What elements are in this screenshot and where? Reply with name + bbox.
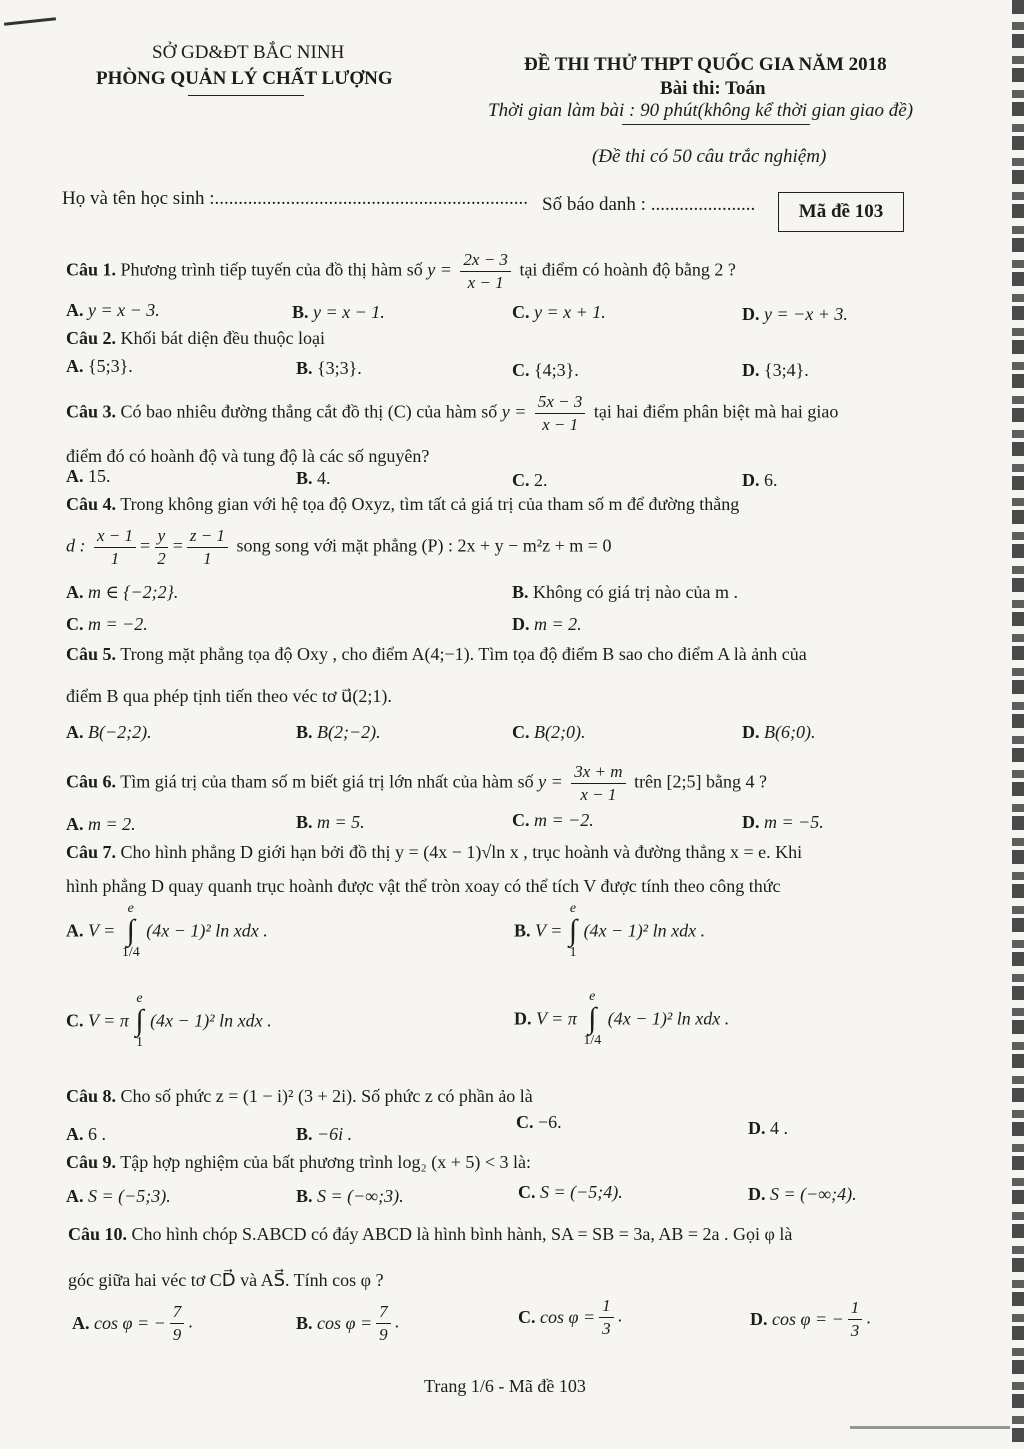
- q1-den: x − 1: [467, 273, 504, 292]
- questions-q10-C-pre: cos φ =: [540, 1307, 596, 1327]
- questions-q1-D: D.: [742, 304, 760, 324]
- questions-q6-C-val: m = −2.: [534, 810, 594, 830]
- q3-fraction: [535, 392, 586, 435]
- questions-q2-B-val: {3;3}.: [317, 358, 362, 378]
- questions-q7-D-upper: e: [589, 989, 596, 1004]
- questions-q3-A-val: 15.: [88, 466, 111, 486]
- q7-option-d: [514, 990, 729, 1048]
- q3-option-b: [296, 468, 331, 489]
- questions-q4-text-a: Trong không gian với hệ tọa độ Oxyz, tìm tất cả giá trị của tham số m để đường thẳng: [120, 494, 740, 514]
- exam-time: Thời gian làm bài : 90 phút(không kể thời gian giao đề): [488, 100, 914, 121]
- questions-q10-B: B.: [296, 1313, 313, 1333]
- questions-q2-label: Câu 2.: [66, 328, 117, 348]
- questions-q8-C-val: −6.: [538, 1112, 562, 1132]
- questions-q1-D-val: y = −x + 3.: [764, 304, 848, 324]
- q6-option-b: [296, 812, 365, 833]
- questions-q4-d-label: d :: [66, 535, 86, 556]
- questions-q6-num: 3x + m: [571, 762, 625, 784]
- questions-q5-A: A.: [66, 722, 84, 742]
- questions-q6-A-val: m = 2.: [88, 814, 136, 834]
- questions-q8-A-val: 6 .: [88, 1124, 106, 1144]
- q7-option-b: [514, 902, 705, 960]
- questions-q6-A: A.: [66, 814, 84, 834]
- questions-q4-label: Câu 4.: [66, 494, 117, 514]
- exam-code-box: Mã đề 103: [778, 192, 904, 232]
- questions-q1-B-val: y = x − 1.: [313, 302, 385, 322]
- header-dept: SỞ GD&ĐT BẮC NINH: [152, 42, 345, 63]
- q1-num: 2x − 3: [460, 250, 511, 272]
- question-5: [66, 642, 807, 666]
- header-underline: [188, 95, 304, 96]
- q7-option-c: [66, 992, 272, 1050]
- question-10-cont: góc giữa hai véc tơ CD⃗ và AS⃗. Tính cos φ ?: [68, 1270, 384, 1290]
- questions-q8-label: Câu 8.: [66, 1086, 117, 1106]
- questions-q7-C-body: (4x − 1)² ln xdx .: [150, 1010, 272, 1031]
- questions-q10-C-num: 1: [599, 1296, 614, 1318]
- q8-option-b: [296, 1124, 352, 1145]
- questions-q6-text-a: Tìm giá trị của tham số m biết giá trị lớn nhất của hàm số: [120, 771, 534, 792]
- questions-q5-B: B.: [296, 722, 313, 742]
- questions-q10-D: D.: [750, 1309, 768, 1329]
- questions-q7-C-lower: 1: [135, 1035, 143, 1050]
- questions-q9-A: A.: [66, 1186, 84, 1206]
- questions-q10-D-pre: cos φ = −: [772, 1309, 844, 1329]
- q9-option-c: [518, 1182, 623, 1203]
- questions-q4-f2-num: y: [155, 526, 169, 548]
- questions-q1-C: C.: [512, 302, 530, 322]
- questions-q1-B: B.: [292, 302, 309, 322]
- questions-q1-A-val: y = x − 3.: [88, 300, 160, 320]
- header-office: PHÒNG QUẢN LÝ CHẤT LƯỢNG: [96, 68, 393, 89]
- q1-fraction: [460, 250, 511, 293]
- questions-q7-A-lower: 1/4: [121, 945, 140, 960]
- q10-option-c: C. cos φ = $\frac{1}{3}$ .: [518, 1296, 623, 1338]
- questions-q9-A-val: S = (−5;3).: [88, 1186, 171, 1206]
- questions-q7-text-a: Cho hình phẳng D giới hạn bởi đồ thị y = (4x − 1)√ln x , trục hoành và đường thẳng x = e. Khi: [120, 842, 803, 862]
- questions-q9-C-val: S = (−5;4).: [540, 1182, 623, 1202]
- questions-q7-B-upper: e: [569, 901, 577, 916]
- question-3-cont: điểm đó có hoành độ và tung độ là các số nguyên?: [66, 446, 430, 466]
- questions-q4-C-val: m = −2.: [88, 614, 148, 634]
- q1-y-eq: y =: [427, 259, 452, 280]
- scan-bottom-mark: [850, 1426, 1010, 1429]
- q10-option-d: D. cos φ = − $\frac{1}{3}$ .: [750, 1298, 871, 1340]
- question-8: [66, 1084, 533, 1108]
- questions-q7-A-pre: V =: [88, 920, 116, 941]
- questions-q7-D-body: (4x − 1)² ln xdx .: [607, 1008, 730, 1029]
- q2-option-b: [296, 358, 362, 379]
- questions-q9-text: Tập hợp nghiệm của bất phương trình log₂ (x + 5) < 3 là:: [120, 1152, 531, 1172]
- questions-q4-f1-num: x − 1: [94, 526, 136, 548]
- questions-q3-C-val: 2.: [534, 470, 548, 490]
- questions-q7-B-body: (4x − 1)² ln xdx .: [583, 920, 706, 941]
- questions-q8-B: B.: [296, 1124, 313, 1144]
- q6-option-d: [742, 812, 824, 833]
- questions-q2-C-val: {4;3}.: [534, 360, 579, 380]
- q5-option-a: [66, 722, 152, 743]
- q1-text: Phương trình tiếp tuyến của đồ thị hàm số: [120, 259, 423, 280]
- questions-q9-B-val: S = (−∞;3).: [317, 1186, 404, 1206]
- questions-q3-D-val: 6.: [764, 470, 778, 490]
- questions-q3-text-a: Có bao nhiêu đường thẳng cắt đồ thị (C) của hàm số: [120, 401, 498, 422]
- questions-q9-D: D.: [748, 1184, 766, 1204]
- scan-mark: [4, 17, 56, 25]
- questions-q2-A: A.: [66, 356, 84, 376]
- q1-option-b: [292, 302, 385, 323]
- questions-q7-D-pre: V = π: [536, 1008, 577, 1029]
- q4-option-d: [512, 614, 582, 635]
- q2-option-d: [742, 360, 809, 381]
- questions-q5-C-val: B(2;0).: [534, 722, 586, 742]
- questions-q10-B-den: 9: [379, 1325, 388, 1344]
- questions-q2-A-val: {5;3}.: [88, 356, 133, 376]
- question-7: [66, 840, 802, 864]
- questions-q5-A-val: B(−2;2).: [88, 722, 152, 742]
- question-1: [66, 250, 736, 293]
- questions-q10-A-num: 7: [170, 1302, 185, 1324]
- q4-option-a: [66, 582, 178, 603]
- questions-q7-B: B.: [514, 920, 531, 941]
- q10-option-b: B. cos φ = $\frac{7}{9}$ .: [296, 1302, 400, 1344]
- questions-q6-C: C.: [512, 810, 530, 830]
- q3-option-a: [66, 466, 111, 487]
- question-7-cont: hình phẳng D quay quanh trục hoành được vật thể tròn xoay có thể tích V được tính theo công thức: [66, 876, 781, 896]
- questions-q6-D-val: m = −5.: [764, 812, 824, 832]
- q4-option-c: [66, 614, 148, 635]
- exam-note: (Đề thi có 50 câu trắc nghiệm): [592, 146, 827, 167]
- q6-option-c: [512, 810, 594, 831]
- questions-q4-C: C.: [66, 614, 84, 634]
- questions-q8-D-val: 4 .: [770, 1118, 788, 1138]
- question-6: [66, 762, 767, 805]
- questions-q10-D-den: 3: [850, 1321, 860, 1340]
- questions-q4-f1-den: 1: [110, 549, 120, 568]
- questions-q7-A-body: (4x − 1)² ln xdx .: [146, 920, 268, 941]
- questions-q10-B-pre: cos φ =: [317, 1313, 373, 1333]
- questions-q3-A: A.: [66, 466, 84, 486]
- questions-q3-y-eq: y =: [501, 401, 527, 422]
- q1-label: Câu 1.: [66, 259, 117, 280]
- q9-option-a: [66, 1186, 171, 1207]
- q8-option-d: [748, 1118, 788, 1139]
- questions-q6-B-val: m = 5.: [317, 812, 365, 832]
- q9-option-d: [748, 1184, 857, 1205]
- questions-q7-B-lower: 1: [569, 945, 577, 960]
- questions-q3-text-b: tại hai điểm phân biệt mà hai giao: [593, 401, 839, 422]
- questions-q7-C-upper: e: [136, 991, 143, 1006]
- questions-q3-label: Câu 3.: [66, 401, 117, 422]
- q7-b-integral: e ∫ 1: [568, 901, 578, 960]
- questions-q5-C: C.: [512, 722, 530, 742]
- q7-a-integral: e ∫ 1/4: [121, 901, 140, 960]
- questions-q4-B-val: Không có giá trị nào của m .: [533, 582, 738, 602]
- q2-option-c: [512, 360, 579, 381]
- questions-q10-label: Câu 10.: [68, 1224, 128, 1244]
- q8-option-c: [516, 1112, 562, 1133]
- questions-q8-A: A.: [66, 1124, 84, 1144]
- q3-option-c: [512, 470, 548, 491]
- q8-option-a: [66, 1124, 106, 1145]
- questions-q8-C: C.: [516, 1112, 534, 1132]
- questions-q7-C-pre: V = π: [88, 1010, 129, 1031]
- questions-q7-A-upper: e: [127, 901, 134, 916]
- questions-q2-text: Khối bát diện đều thuộc loại: [120, 328, 325, 348]
- questions-q5-B-val: B(2;−2).: [317, 722, 381, 742]
- q6-fraction: [571, 762, 625, 805]
- questions-q10-B-num: 7: [376, 1302, 391, 1324]
- q1-option-a: [66, 300, 160, 321]
- questions-q10-A: A.: [72, 1313, 90, 1333]
- q10-option-a: A. cos φ = − $\frac{7}{9}$ .: [72, 1302, 193, 1344]
- questions-q2-C: C.: [512, 360, 530, 380]
- q7-option-a: [66, 902, 268, 960]
- questions-q4-A-val: m ∈ {−2;2}.: [88, 582, 179, 602]
- questions-q7-A: A.: [66, 920, 84, 941]
- question-9: [66, 1150, 531, 1174]
- questions-q6-text-b: trên [2;5] bằng 4 ?: [634, 771, 768, 792]
- student-name-field: Họ và tên học sinh :..................................................................: [62, 188, 529, 209]
- question-2: [66, 326, 325, 350]
- questions-q4-f3-num: z − 1: [187, 526, 228, 548]
- questions-q10-D-num: 1: [848, 1298, 863, 1320]
- questions-q8-B-val: −6i .: [317, 1124, 353, 1144]
- q5-option-b: [296, 722, 381, 743]
- questions-q5-text-a: Trong mặt phẳng tọa độ Oxy , cho điểm A(4;−1). Tìm tọa độ điểm B sao cho điểm A là ảnh của: [120, 644, 807, 664]
- questions-q10-C-den: 3: [602, 1319, 611, 1338]
- questions-q4-f3-den: 1: [203, 549, 212, 568]
- questions-q5-D: D.: [742, 722, 760, 742]
- questions-q1-C-val: y = x + 1.: [534, 302, 606, 322]
- q1-text-b: tại điểm có hoành độ bằng 2 ?: [519, 259, 736, 280]
- questions-q9-C: C.: [518, 1182, 536, 1202]
- questions-q7-D-lower: 1/4: [583, 1033, 602, 1048]
- q2-option-a: [66, 356, 133, 377]
- question-4-line-2: d : $\frac{x - 1}{1}$ = $\frac{y}{2}$ = $\frac{z - 1}{1}$ song song với mặt phẳng (P) : 2x + y − m²z + m = 0: [66, 526, 612, 568]
- questions-q8-text: Cho số phức z = (1 − i)² (3 + 2i). Số phức z có phần ảo là: [120, 1086, 533, 1106]
- questions-q6-den: x − 1: [580, 785, 617, 804]
- q1-option-d: [742, 304, 848, 325]
- questions-q5-label: Câu 5.: [66, 644, 117, 664]
- time-underline: [622, 124, 810, 125]
- questions-q6-label: Câu 6.: [66, 771, 117, 792]
- q3-option-d: [742, 470, 778, 491]
- q7-d-integral: e ∫ 1/4: [583, 989, 602, 1048]
- exam-subject: Bài thi: Toán: [660, 78, 766, 99]
- question-5-cont: điểm B qua phép tịnh tiến theo véc tơ u⃗(2;1).: [66, 686, 392, 706]
- question-3: [66, 392, 838, 435]
- questions-q8-D: D.: [748, 1118, 766, 1138]
- page-footer: Trang 1/6 - Mã đề 103: [424, 1376, 586, 1396]
- questions-q5-D-val: B(6;0).: [764, 722, 816, 742]
- q4-option-b: [512, 582, 738, 603]
- questions-q3-den: x − 1: [542, 415, 579, 434]
- q5-option-c: [512, 722, 585, 743]
- question-4: [66, 492, 739, 516]
- scan-edge-decoration: [1012, 0, 1024, 1449]
- questions-q3-B-val: 4.: [317, 468, 331, 488]
- questions-q7-label: Câu 7.: [66, 842, 117, 862]
- student-id-field: Số báo danh : ......................: [542, 194, 756, 215]
- questions-q2-D-val: {3;4}.: [764, 360, 809, 380]
- questions-q10-text-a: Cho hình chóp S.ABCD có đáy ABCD là hình bình hành, SA = SB = 3a, AB = 2a . Gọi φ là: [131, 1224, 793, 1244]
- q5-option-d: [742, 722, 815, 743]
- questions-q6-y-eq: y =: [538, 771, 563, 792]
- questions-q4-D-val: m = 2.: [534, 614, 582, 634]
- questions-q3-C: C.: [512, 470, 530, 490]
- questions-q10-A-den: 9: [172, 1325, 182, 1344]
- questions-q4-f2-den: 2: [157, 549, 166, 568]
- questions-q6-D: D.: [742, 812, 760, 832]
- questions-q10-A-pre: cos φ = −: [94, 1313, 166, 1333]
- questions-q6-B: B.: [296, 812, 313, 832]
- questions-q9-label: Câu 9.: [66, 1152, 117, 1172]
- questions-q10-C: C.: [518, 1307, 536, 1327]
- questions-q7-C: C.: [66, 1010, 84, 1031]
- questions-q4-D: D.: [512, 614, 530, 634]
- exam-title: ĐỀ THI THỬ THPT QUỐC GIA NĂM 2018: [524, 54, 887, 75]
- questions-q4-B: B.: [512, 582, 529, 602]
- q6-option-a: [66, 814, 136, 835]
- questions-q2-D: D.: [742, 360, 760, 380]
- questions-q2-B: B.: [296, 358, 313, 378]
- questions-q9-D-val: S = (−∞;4).: [770, 1184, 857, 1204]
- question-10: [68, 1222, 792, 1246]
- q9-option-b: [296, 1186, 404, 1207]
- questions-q9-B: B.: [296, 1186, 313, 1206]
- questions-q3-num: 5x − 3: [535, 392, 586, 414]
- q7-c-integral: e ∫ 1: [135, 991, 144, 1050]
- questions-q3-B: B.: [296, 468, 313, 488]
- questions-q4-text-b: song song với mặt phẳng (P) : 2x + y − m²z + m = 0: [236, 535, 612, 556]
- questions-q3-D: D.: [742, 470, 760, 490]
- questions-q1-A: A.: [66, 300, 84, 320]
- questions-q7-D: D.: [514, 1008, 532, 1029]
- questions-q7-B-pre: V =: [535, 920, 563, 941]
- q1-option-c: [512, 302, 606, 323]
- questions-q4-A: A.: [66, 582, 84, 602]
